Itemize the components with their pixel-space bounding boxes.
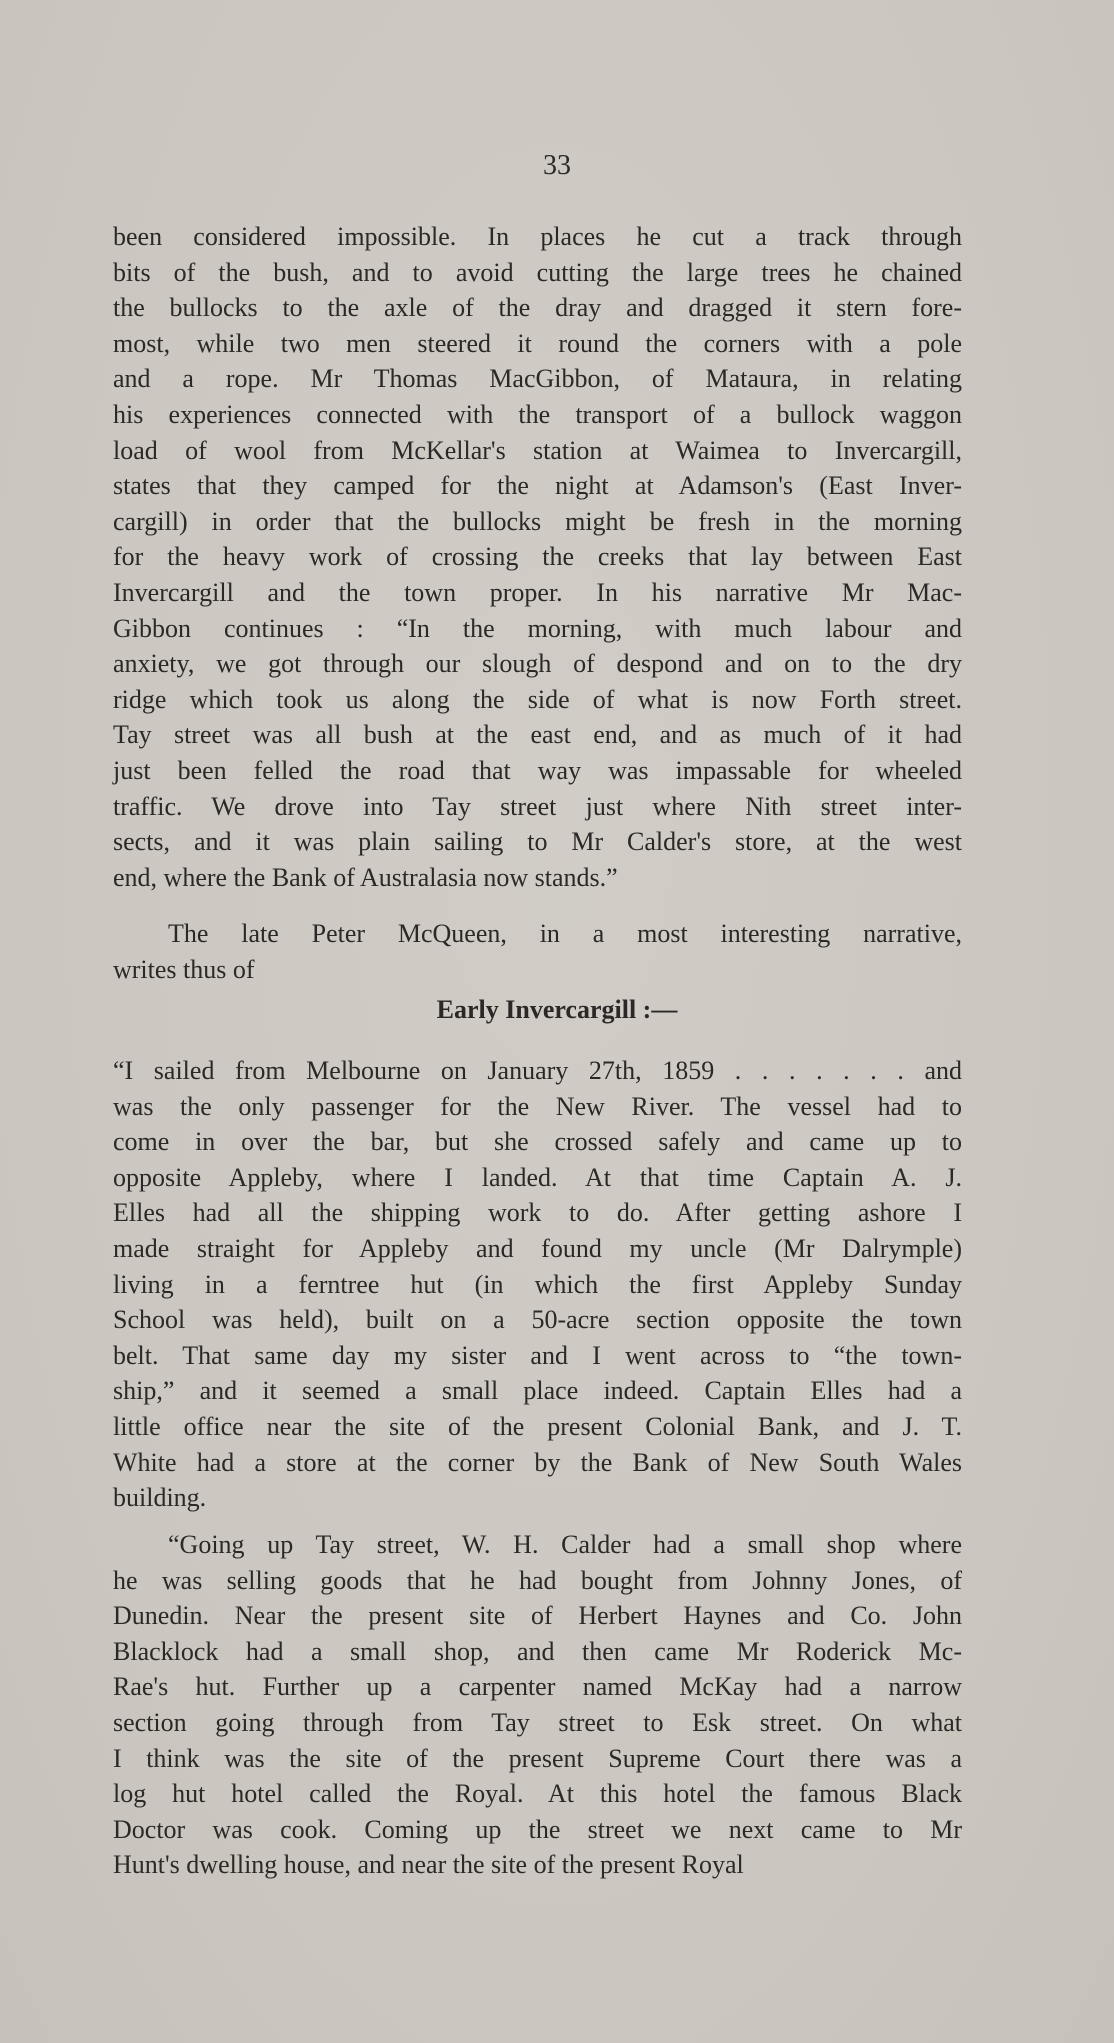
text-line: Rae's hut. Further up a carpenter named McKay had a narrow [113,1672,962,1702]
text-line: living in a ferntree hut (in which the first Appleby Sunday [113,1269,962,1299]
text-line: and a rope. Mr Thomas MacGibbon, of Mataura, in relating [113,364,962,394]
text-line: School was held), built on a 50-acre section opposite the town [113,1305,962,1335]
text-line: White had a store at the corner by the Bank of New South Wales [113,1447,962,1477]
text-line: load of wool from McKellar's station at Waimea to Invercargill, [113,435,962,465]
text-line: Tay street was all bush at the east end, and as much of it had [113,720,962,750]
text-line: section going through from Tay street to Esk street. On what [113,1707,962,1737]
text-line: log hut hotel called the Royal. At this hotel the famous Black [113,1779,962,1809]
text-line: sects, and it was plain sailing to Mr Calder's store, at the west [113,827,962,857]
text-line: states that they camped for the night at Adamson's (East Inver- [113,471,962,501]
text-line: ship,” and it seemed a small place indeed. Captain Elles had a [113,1376,962,1406]
text-line: ridge which took us along the side of what is now Forth street. [113,684,962,714]
text-line: Gibbon continues : “In the morning, with much labour and [113,613,962,643]
text-line: end, where the Bank of Australasia now stands.” [113,862,618,892]
text-line: anxiety, we got through our slough of despond and on to the dry [113,649,962,679]
paragraph-2 [113,916,962,987]
paragraph-1 [113,219,962,895]
text-line: I think was the site of the present Supreme Court there was a [113,1743,962,1773]
paragraph-3 [113,1053,962,1516]
text-line: Doctor was cook. Coming up the street we next came to Mr [113,1814,962,1844]
text-line: Blacklock had a small shop, and then came Mr Roderick Mc- [113,1636,962,1666]
text-line: bits of the bush, and to avoid cutting the large trees he chained [113,257,962,287]
text-line: “Going up Tay street, W. H. Calder had a small shop where [168,1530,962,1559]
paragraph-4 [113,1527,962,1883]
page-number: 33 [543,150,571,181]
text-line: cargill) in order that the bullocks might be fresh in the morning [113,506,962,536]
text-line: traffic. We drove into Tay street just where Nith street inter- [113,791,962,821]
text-line: his experiences connected with the transport of a bullock waggon [113,399,962,429]
text-line: opposite Appleby, where I landed. At that time Captain A. J. [113,1162,962,1192]
text-line: most, while two men steered it round the corners with a pole [113,328,962,358]
text-line: The late Peter McQueen, in a most interesting narrative, [168,919,962,948]
text-line: he was selling goods that he had bought from Johnny Jones, of [113,1565,962,1595]
text-line: Invercargill and the town proper. In his narrative Mr Mac- [113,577,962,607]
text-line: the bullocks to the axle of the dray and dragged it stern fore- [113,293,962,323]
text-line: building. [113,1483,207,1513]
text-line: writes thus of [113,954,255,984]
text-line: just been felled the road that way was impassable for wheeled [113,755,962,785]
text-line: “I sailed from Melbourne on January 27th, 1859 . . . . . . . and [113,1056,962,1085]
text-line: was the only passenger for the New River. The vessel had to [113,1091,962,1121]
section-heading: Early Invercargill :— [436,995,678,1024]
text-line: made straight for Appleby and found my uncle (Mr Dalrymple) [113,1233,962,1263]
text-line: Elles had all the shipping work to do. After getting ashore I [113,1198,962,1228]
text-line: Dunedin. Near the present site of Herbert Haynes and Co. John [113,1601,962,1631]
text-line: belt. That same day my sister and I went across to “the town- [113,1340,962,1370]
text-line: come in over the bar, but she crossed safely and came up to [113,1127,962,1157]
text-line: Hunt's dwelling house, and near the site of the present Royal [113,1850,744,1880]
text-line: been considered impossible. In places he cut a track through [113,222,962,251]
text-line: little office near the site of the present Colonial Bank, and J. T. [113,1411,962,1441]
text-line: for the heavy work of crossing the creeks that lay between East [113,542,962,572]
